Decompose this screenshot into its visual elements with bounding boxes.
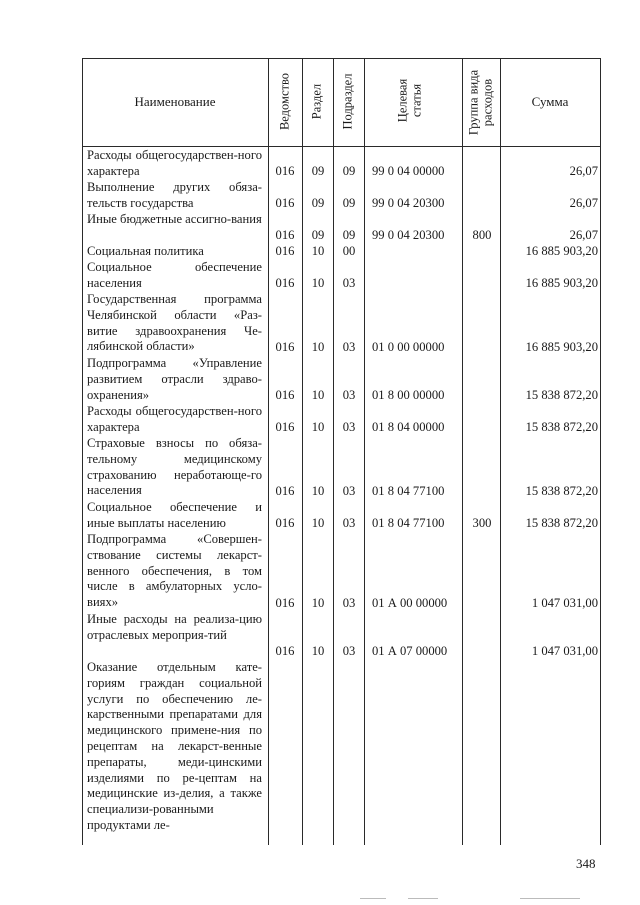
row-ved: 016 (275, 388, 295, 402)
row-cel: 99 0 04 20300 (372, 228, 445, 242)
row-pod: 03 (342, 644, 356, 658)
footer-mark (520, 898, 580, 899)
row-pod: 09 (342, 228, 356, 242)
row-ved: 016 (275, 484, 295, 498)
col-border-ved (268, 58, 269, 845)
row-cel: 01 8 00 00000 (372, 388, 445, 402)
row-raz: 10 (311, 420, 325, 434)
row-ved: 016 (275, 596, 295, 610)
row-pod: 00 (342, 244, 356, 258)
row-ved: 016 (275, 340, 295, 354)
row-raz: 09 (311, 196, 325, 210)
row-raz: 10 (311, 388, 325, 402)
row-cel: 01 А 07 00000 (372, 644, 448, 658)
row-name: Расходы общегосударствен-ного характера (87, 404, 262, 434)
row-raz: 10 (311, 596, 325, 610)
header-razdel: Раздел (309, 83, 324, 120)
row-raz: 09 (311, 164, 325, 178)
row-ved: 016 (275, 244, 295, 258)
row-ved: 016 (275, 196, 295, 210)
header-celevaya-line1: Целевая (395, 78, 410, 123)
row-cel: 01 8 04 77100 (372, 516, 445, 530)
row-pod: 03 (342, 516, 356, 530)
header-gruppa-line2: расходов (480, 78, 495, 127)
row-pod: 03 (342, 276, 356, 290)
row-ved: 016 (275, 164, 295, 178)
header-podrazdel: Подраздел (340, 73, 355, 130)
header-celevaya-line2: статья (409, 83, 424, 118)
row-cel: 01 8 04 77100 (372, 484, 445, 498)
row-cel: 01 8 04 00000 (372, 420, 445, 434)
row-pod: 09 (342, 164, 356, 178)
row-raz: 10 (311, 516, 325, 530)
row-cel: 01 А 00 00000 (372, 596, 448, 610)
row-sum: 15 838 872,20 (525, 516, 598, 530)
row-sum: 15 838 872,20 (525, 388, 598, 402)
row-cel: 99 0 04 20300 (372, 196, 445, 210)
header-summa: Сумма (531, 94, 569, 109)
row-ved: 016 (275, 228, 295, 242)
row-pod: 09 (342, 196, 356, 210)
row-raz: 10 (311, 484, 325, 498)
header-name: Наименование (134, 94, 216, 109)
row-sum: 26,07 (569, 228, 598, 242)
row-sum: 1 047 031,00 (531, 644, 598, 658)
row-grp: 300 (472, 516, 492, 530)
row-sum: 26,07 (569, 164, 598, 178)
row-raz: 10 (311, 340, 325, 354)
col-border-cel (364, 58, 365, 845)
row-pod: 03 (342, 388, 356, 402)
row-raz: 10 (311, 244, 325, 258)
row-name: Государственная программа Челябинской области «Раз-витие здравоохранения Че-лябинской области» (87, 292, 262, 354)
row-ved: 016 (275, 420, 295, 434)
col-border-right (600, 58, 601, 845)
row-sum: 16 885 903,20 (525, 244, 598, 258)
row-sum: 15 838 872,20 (525, 484, 598, 498)
row-sum: 16 885 903,20 (525, 276, 598, 290)
row-pod: 03 (342, 340, 356, 354)
row-sum: 16 885 903,20 (525, 340, 598, 354)
row-name: Расходы общегосударствен-ного характера (87, 148, 262, 178)
header-gruppa-line1: Группа вида (466, 69, 481, 136)
row-cel: 99 0 04 00000 (372, 164, 445, 178)
row-pod: 03 (342, 596, 356, 610)
row-sum: 26,07 (569, 196, 598, 210)
row-sum: 1 047 031,00 (531, 596, 598, 610)
row-name: Страховые взносы по обяза-тельному медицинскому страхованию неработающе-го населения (87, 436, 262, 498)
row-pod: 03 (342, 484, 356, 498)
header-vedomstvo: Ведомство (277, 72, 292, 131)
row-ved: 016 (275, 644, 295, 658)
row-raz: 10 (311, 276, 325, 290)
row-pod: 03 (342, 420, 356, 434)
col-border-left (82, 58, 83, 845)
footer-mark (408, 898, 438, 899)
row-raz: 09 (311, 228, 325, 242)
row-name: Социальная политика (87, 244, 204, 258)
row-ved: 016 (275, 516, 295, 530)
row-name: Подпрограмма «Управление развитием отрасли здраво-охранения» (87, 356, 262, 402)
row-sum: 15 838 872,20 (525, 420, 598, 434)
row-raz: 10 (311, 644, 325, 658)
row-name: Иные бюджетные ассигно-вания (87, 212, 262, 226)
row-name: Выполнение других обяза-тельств государства (87, 180, 262, 210)
row-name: Социальное обеспечение населения (87, 260, 262, 290)
row-name: Иные расходы на реализа-цию отраслевых мероприя-тий (87, 612, 262, 642)
row-grp: 800 (472, 228, 492, 242)
page-number: 348 (576, 856, 596, 871)
row-name: Оказание отдельным кате-гориям граждан социальной услуги по обеспечению ле-карственными препаратами для медицинского примене-ния по рецептам на лекарст-венные препараты, меди-цинскими изделиями по ре-цептам на медицинские из-делия, а также специализи-рованными продуктами ле- (87, 660, 262, 832)
footer-mark (360, 898, 386, 899)
row-name: Социальное обеспечение и иные выплаты населению (87, 500, 262, 530)
row-cel: 01 0 00 00000 (372, 340, 445, 354)
row-name: Подпрограмма «Совершен-ствование системы лекарст-венного обеспечения, в том числе в амбулаторных усло-виях» (87, 532, 262, 610)
row-ved: 016 (275, 276, 295, 290)
